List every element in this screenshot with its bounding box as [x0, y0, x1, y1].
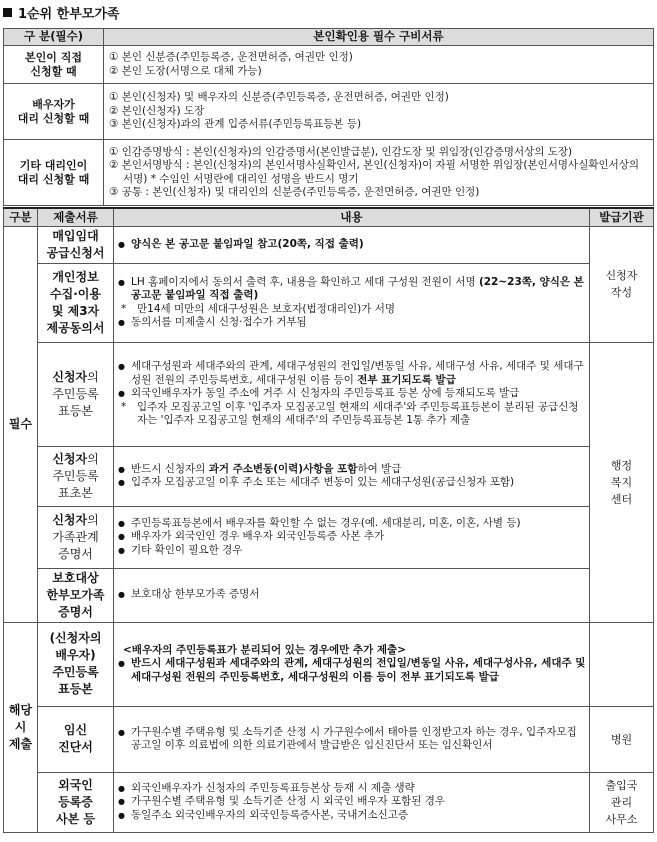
list-item: * 만14세 미만의 세대구성원은 보호자(법정대리인)가 서명	[117, 303, 586, 317]
list-item: ● 보호대상 한부모가족 증명서	[117, 588, 586, 602]
text: 의 가족관계 증명서	[52, 512, 99, 561]
table-row	[4, 506, 654, 568]
agency-applicant: 신청자 작성	[590, 226, 654, 342]
list-item: ● 외국인배우자가 신청자의 주민등록표등본상 등재 시 제출 생략	[117, 782, 586, 796]
row-label: 배우자가 대리 신청할 때	[4, 84, 104, 140]
table-row	[4, 772, 654, 832]
list-item: ● 배우자가 외국인인 경우 배우자 외국인등록증 사본 추가	[117, 530, 586, 544]
identity-documents-table	[3, 28, 654, 206]
content-cell	[114, 226, 590, 263]
section-title-text: 1순위 한부모가족	[18, 6, 120, 22]
text: 반드시 신청자의	[131, 462, 209, 475]
list-item: ① 본인(신청자) 및 배우자의 신분증(주민등록증, 운전면허증, 여권만 인정)	[109, 91, 449, 104]
text-bold: 신청자	[52, 512, 88, 527]
table-row	[4, 342, 654, 446]
content-cell	[114, 772, 590, 832]
header-agency: 발급기관	[590, 208, 654, 226]
list-item: ● 입주자 모집공고일 이후 주소 또는 세대주 변동이 있는 세대구성원(공급신청자 포함)	[117, 476, 586, 490]
content-cell	[114, 568, 590, 622]
row-items	[104, 84, 654, 140]
table-row	[4, 140, 654, 206]
doc-alien-registration: 외국인 등록증 사본 등	[38, 772, 114, 832]
list-item	[117, 360, 586, 387]
header-document: 제출서류	[38, 208, 114, 226]
table-row	[4, 622, 654, 706]
table-row	[4, 263, 654, 342]
category-required: 필수	[4, 226, 38, 622]
list-item: ● 기타 확인이 필요한 경우	[117, 544, 586, 558]
list-item: ③ 공통 : 본인(신청자) 및 대리인의 신분증(주민등록증, 운전면허증, 여권만 인정)	[109, 186, 480, 198]
doc-application-form: 매입임대 공급신청서	[38, 226, 114, 263]
content-cell	[114, 342, 590, 446]
table-row	[4, 568, 654, 622]
list-item: ● 양식은 본 공고문 붙임파일 참고(20쪽, 직접 출력)	[117, 238, 586, 252]
list-item: ① 인감증명방식 : 본인(신청자)의 인감증명서(본인발급분), 인감도장 및 위임장(인감증명서상의 도장)	[109, 145, 573, 158]
header-content: 내용	[114, 208, 590, 226]
content-cell	[114, 446, 590, 506]
doc-single-parent-certificate: 보호대상 한부모가족 증명서	[38, 568, 114, 622]
row-items	[104, 140, 654, 206]
header-category: 구분	[4, 208, 38, 226]
row-items	[104, 46, 654, 84]
table-row	[4, 706, 654, 772]
table-row	[4, 84, 654, 140]
text-bold: 신청자	[52, 451, 88, 466]
list-item: ② 본인(신청자) 도장	[109, 104, 205, 117]
header-category: 구 분(필수)	[4, 29, 104, 46]
text: LH 홈페이지에서 동의서 출력 후, 내용을 확인하고 세대 구성원 전원이 서명	[131, 275, 479, 288]
text-bold: 전부 표기되도록 발급	[357, 373, 456, 386]
header-documents: 본인확인용 필수 구비서류	[104, 29, 654, 46]
text: 의 주민등록 표등본	[52, 369, 99, 418]
content-cell	[114, 506, 590, 568]
list-item: ① 본인 신분증(주민등록증, 운전면허증, 여권만 인정)	[109, 51, 353, 63]
list-item: ② 본인서명방식 : 본인(신청자)의 본인서명사실확인서, 본인(신청자)이 자필 서명한 위임장(본인서명사실확인서상의 서명) * 수임인 서명란에 대리인 성명을 반드시 명기	[109, 159, 640, 185]
list-item: ● 동의서를 미제출시 신청·접수가 거부됨	[117, 316, 586, 330]
text: 하여 발급	[357, 462, 402, 475]
row-label: 기타 대리인이 대리 신청할 때	[4, 140, 104, 206]
content-cell	[114, 622, 590, 706]
submission-documents-table	[3, 207, 654, 833]
list-item: * 입주자 모집공고일 이후 '입주자 모집공고일 현재의 세대주'와 주민등록표등본이 분리된 공급신청자는 '입주자 모집공고일 현재의 세대주'의 주민등록표등본 1통 추가 제출	[117, 401, 586, 428]
content-header: <배우자의 주민등록표가 분리되어 있는 경우에만 추가 제출>	[123, 643, 406, 656]
content-cell	[114, 706, 590, 772]
list-item: ● 외국인배우자가 동일 주소에 거주 시 신청자의 주민등록표 등본 상에 등재되도록 발급	[117, 387, 586, 401]
list-item	[117, 463, 586, 477]
doc-resident-registration	[38, 342, 114, 446]
agency-empty	[590, 622, 654, 706]
list-item: ● 가구원수별 주택유형 및 소득기준 산정 시 가구원수에서 태아를 인정받고자 하는 경우, 입주자모집공고일 이후 의료법에 의한 의료기관에서 발급받은 임신진단서 또는 임신확인서	[117, 726, 586, 753]
list-item: ● 반드시 세대구성원과 세대주와의 관계, 세대구성원의 전입일/변동일 사유, 세대구성사유, 세대주 및 세대구성원 전원의 주민등록번호, 세대구성원의 이름 등이 전부 표기되도록 발급	[117, 657, 586, 684]
table-row	[4, 446, 654, 506]
table-row	[4, 46, 654, 84]
agency-immigration: 출입국 관리 사무소	[590, 772, 654, 832]
list-item: ③ 본인(신청자)과의 관계 입증서류(주민등록표등본 등)	[109, 118, 362, 131]
text-bold: 신청자	[52, 369, 88, 384]
text-bold: (22~23쪽, 양식은 본 공고문 붙임파일 직접 출력)	[131, 275, 584, 301]
content-cell	[114, 263, 590, 342]
agency-hospital: 병원	[590, 706, 654, 772]
square-bullet-icon	[3, 8, 12, 17]
list-item	[117, 276, 586, 303]
doc-spouse-registration: (신청자의 배우자) 주민등록 표등본	[38, 622, 114, 706]
list-item: ② 본인 도장(서명으로 대체 가능)	[109, 64, 262, 77]
category-conditional: 해당 시 제출	[4, 622, 38, 832]
doc-family-relation	[38, 506, 114, 568]
agency-welfare-center: 행정 복지 센터	[590, 342, 654, 622]
list-item: ● 동일주소 외국인배우자의 외국인등록증사본, 국내거소신고증	[117, 809, 586, 823]
doc-resident-abstract	[38, 446, 114, 506]
section-title	[3, 3, 119, 21]
doc-privacy-consent: 개인정보 수집·이용 및 제3자 제공동의서	[38, 263, 114, 342]
text: 의 주민등록 표초본	[52, 451, 99, 500]
row-label: 본인이 직접 신청할 때	[4, 46, 104, 84]
list-item: ● 가구원수별 주택유형 및 소득기준 산정 시 외국인 배우자 포함된 경우	[117, 795, 586, 809]
text: 세대구성원과 세대주와의 관계, 세대구성원의 전입일/변동일 사유, 세대구성 사유, 세대주 및 세대구성원 전원의 주민등록번호, 세대구성원 이름 등이	[131, 360, 584, 386]
table-row	[4, 226, 654, 263]
list-item: ● 주민등록표등본에서 배우자를 확인할 수 없는 경우(예. 세대분리, 미혼, 이혼, 사별 등)	[117, 517, 586, 531]
text-bold: 과거 주소변동(이력)사항을 포함	[208, 462, 358, 475]
doc-pregnancy-certificate: 임신 진단서	[38, 706, 114, 772]
